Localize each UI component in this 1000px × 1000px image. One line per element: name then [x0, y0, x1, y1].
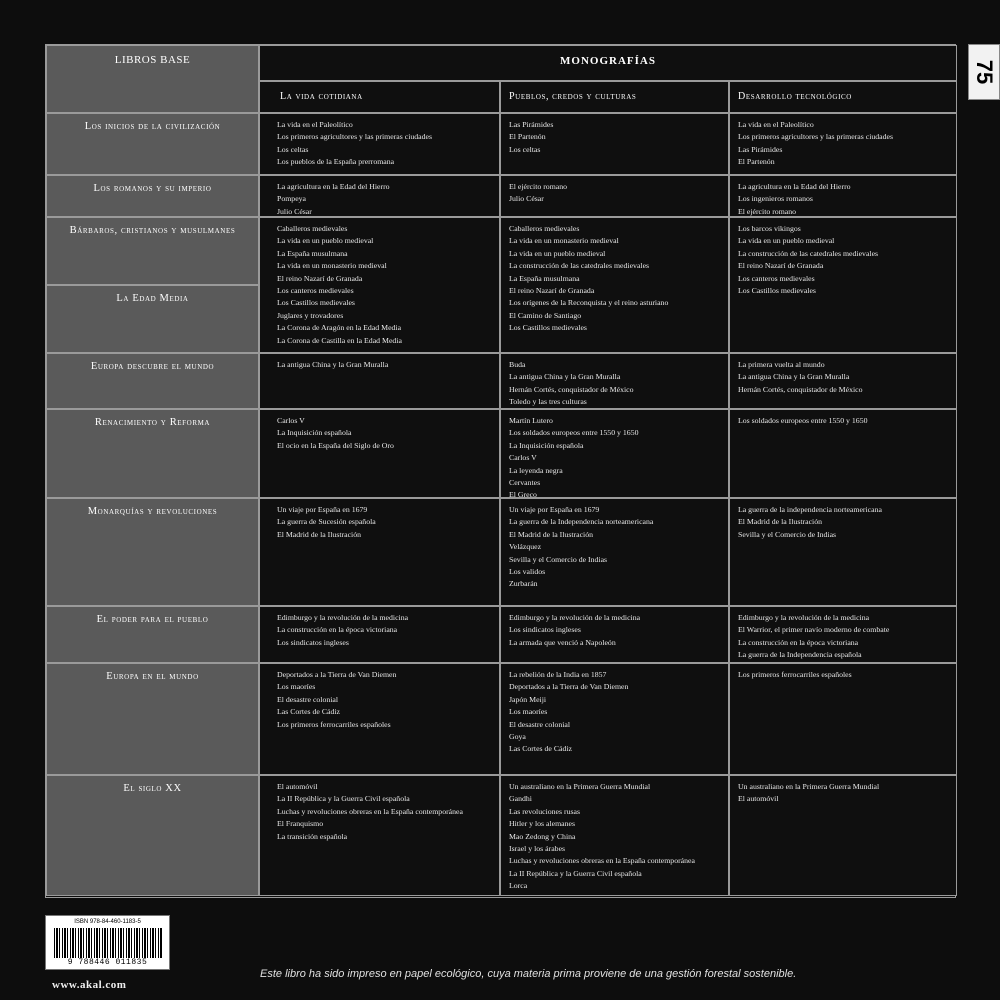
book-list [259, 353, 500, 409]
book-list [259, 663, 500, 775]
book-title: La vida en un monasterio medieval [277, 261, 387, 271]
book-title: El ocio en la España del Siglo de Oro [277, 440, 394, 450]
book-title: La antigua China y la Gran Muralla [509, 372, 621, 382]
book-list [500, 775, 729, 896]
book-title: Los maoríes [509, 707, 548, 717]
row-label: Europa descubre el mundo [46, 353, 259, 409]
book-title: El Warrior, el primer navío moderno de combate [738, 625, 890, 635]
book-title: Hernán Cortés, conquistador de México [509, 384, 634, 394]
book-list [729, 175, 957, 217]
book-title: El automóvil [277, 782, 318, 791]
book-list [729, 113, 957, 175]
libros-base-header: LIBROS BASE [46, 45, 259, 113]
book-title: La II República y la Guerra Civil española [509, 868, 642, 878]
book-title: La construcción de las catedrales medievales [509, 261, 650, 271]
book-title: Hernán Cortés, conquistador de México [738, 384, 863, 394]
book-list [500, 663, 729, 775]
book-title: La Corona de Aragón en la Edad Media [277, 323, 402, 333]
book-title: Los validos [509, 567, 546, 577]
book-title: Deportados a la Tierra de Van Diemen [509, 682, 629, 692]
book-list [729, 353, 957, 409]
book-title: Los ingenieros romanos [738, 194, 813, 204]
monografias-header: MONOGRAFÍAS [259, 45, 957, 81]
book-list [729, 775, 957, 896]
ean-number: 9 788446 011835 [67, 958, 148, 967]
book-title: Buda [509, 360, 526, 369]
book-title: Julio César [509, 194, 544, 204]
book-title: Un australiano en la Primera Guerra Mundial [509, 782, 651, 791]
book-title: La antigua China y la Gran Muralla [277, 360, 389, 369]
book-title: Los soldados europeos entre 1550 y 1650 [509, 428, 639, 438]
book-title: Los primeros ferrocarriles españoles [738, 670, 852, 679]
row-label: La Edad Media [46, 285, 259, 353]
book-list [259, 775, 500, 896]
book-list [259, 113, 500, 175]
book-title: Los canteros medievales [738, 273, 815, 283]
book-title: Carlos V [277, 416, 305, 425]
book-title: La Inquisición española [509, 440, 584, 450]
book-title: Sevilla y el Comercio de Indias [738, 529, 837, 539]
book-title: Caballeros medievales [509, 224, 580, 233]
book-title: La vida en el Paleolítico [738, 120, 814, 129]
book-title: Velázquez [509, 542, 542, 552]
footer-note: Este libro ha sido impreso en papel ecológico, cuya materia prima proviene de una gestión forestal sostenible. [260, 968, 797, 980]
book-list [500, 409, 729, 498]
book-list [259, 498, 500, 606]
book-title: Los orígenes de la Reconquista y el reino asturiano [509, 298, 669, 308]
book-list [259, 175, 500, 217]
book-title: La Inquisición española [277, 428, 352, 438]
website: www.akal.com [52, 979, 127, 991]
book-list [729, 409, 957, 498]
book-title: Julio César [277, 206, 312, 216]
row-label: El siglo XX [46, 775, 259, 896]
isbn-label: ISBN 978-84-460-1183-5 [74, 919, 141, 925]
book-title: Los primeros ferrocarriles españoles [277, 719, 391, 729]
book-title: Pompeya [277, 194, 307, 204]
book-title: Un viaje por España en 1679 [277, 505, 368, 514]
book-title: Las revoluciones rusas [509, 806, 581, 816]
book-title: La armada que venció a Napoleón [509, 637, 616, 647]
book-title: El Madrid de la Ilustración [277, 529, 362, 539]
book-title: El Greco [509, 490, 537, 498]
book-title: Edimburgo y la revolución de la medicina [738, 613, 870, 622]
book-title: Deportados a la Tierra de Van Diemen [277, 670, 397, 679]
book-list [729, 663, 957, 775]
row-label: Renacimiento y Reforma [46, 409, 259, 498]
book-list [500, 175, 729, 217]
book-list [729, 498, 957, 606]
book-title: Toledo y las tres culturas [509, 397, 587, 407]
book-title: La primera vuelta al mundo [738, 360, 825, 369]
book-title: La agricultura en la Edad del Hierro [738, 182, 851, 191]
book-title: La antigua China y la Gran Muralla [738, 372, 850, 382]
book-title: Un australiano en la Primera Guerra Mundial [738, 782, 880, 791]
book-title: La vida en un pueblo medieval [277, 236, 374, 246]
book-title: El reino Nazarí de Granada [738, 261, 824, 271]
book-title: La vida en un pueblo medieval [738, 236, 835, 246]
book-title: Japón Meiji [509, 694, 547, 704]
book-title: Las Cortes de Cádiz [509, 744, 573, 754]
row-label: El poder para el pueblo [46, 606, 259, 663]
book-title: La construcción de las catedrales medievales [738, 248, 879, 258]
book-title: Los Castillos medievales [509, 323, 587, 333]
column-header-desarrollo: Desarrollo tecnológico [729, 81, 957, 113]
book-title: La construcción en la época victoriana [738, 637, 859, 647]
book-title: Los Castillos medievales [277, 298, 355, 308]
book-title: Gandhi [509, 794, 532, 804]
book-title: El Madrid de la Ilustración [738, 517, 823, 527]
book-title: Las Pirámides [509, 120, 554, 129]
book-title: Las Pirámides [738, 144, 783, 154]
book-title: Luchas y revoluciones obreras en la España contemporánea [509, 856, 695, 866]
column-header-pueblos: Pueblos, credos y culturas [500, 81, 729, 113]
book-title: Lorca [509, 881, 528, 891]
book-title: La Corona de Castilla en la Edad Media [277, 335, 402, 345]
book-title: Juglares y trovadores [277, 310, 344, 320]
book-list [500, 353, 729, 409]
row-label: Los inicios de la civilización [46, 113, 259, 175]
book-list [500, 113, 729, 175]
row-label: Europa en el mundo [46, 663, 259, 775]
book-title: Edimburgo y la revolución de la medicina [509, 613, 641, 622]
curriculum-table [45, 44, 956, 898]
book-title: La II República y la Guerra Civil española [277, 794, 410, 804]
row-label: Bárbaros, cristianos y musulmanes [46, 217, 259, 285]
book-title: El reino Nazarí de Granada [277, 273, 363, 283]
book-title: La vida en el Paleolítico [277, 120, 353, 129]
barcode [45, 915, 170, 970]
book-title: Un viaje por España en 1679 [509, 505, 600, 514]
book-title: Las Cortes de Cádiz [277, 707, 341, 717]
book-title: La rebelión de la India en 1857 [509, 670, 607, 679]
book-title: El Partenón [738, 157, 775, 167]
book-title: La España musulmana [277, 248, 348, 258]
book-title: El automóvil [738, 794, 779, 804]
book-title: El Madrid de la Ilustración [509, 529, 594, 539]
book-title: El ejército romano [738, 206, 797, 216]
book-title: La España musulmana [509, 273, 580, 283]
book-title: La transición española [277, 831, 348, 841]
book-title: Los Castillos medievales [738, 286, 816, 296]
book-list [259, 606, 500, 663]
book-title: El Camino de Santiago [509, 310, 582, 320]
book-title: La construcción en la época victoriana [277, 625, 398, 635]
book-title: La vida en un monasterio medieval [509, 236, 619, 246]
book-title: Los maoríes [277, 682, 316, 692]
book-title: Zurbarán [509, 579, 538, 589]
book-title: Goya [509, 732, 526, 742]
book-title: Los sindicatos ingleses [277, 637, 349, 647]
book-list [259, 409, 500, 498]
barcode-bars [54, 928, 162, 958]
book-title: Luchas y revoluciones obreras en la España contemporánea [277, 806, 463, 816]
book-list [729, 606, 957, 663]
book-list [259, 217, 500, 353]
book-title: Edimburgo y la revolución de la medicina [277, 613, 409, 622]
book-title: El reino Nazarí de Granada [509, 286, 595, 296]
book-title: La guerra de la independencia norteamericana [738, 505, 882, 514]
book-title: Los barcos vikingos [738, 224, 801, 233]
book-list [500, 498, 729, 606]
book-list [500, 606, 729, 663]
book-title: El desastre colonial [509, 719, 571, 729]
book-title: La guerra de la Independencia norteamericana [509, 517, 654, 527]
book-title: El ejército romano [509, 182, 568, 191]
book-list [500, 217, 729, 353]
book-title: Los pueblos de la España prerromana [277, 157, 395, 167]
book-title: Los canteros medievales [277, 286, 354, 296]
row-label: Monarquías y revoluciones [46, 498, 259, 606]
column-header-vida-cotidiana: La vida cotidiana [259, 81, 500, 113]
book-list [729, 217, 957, 353]
book-title: La vida en un pueblo medieval [509, 248, 606, 258]
book-title: Israel y los árabes [509, 844, 566, 854]
book-title: El Franquismo [277, 819, 324, 829]
book-title: Los soldados europeos entre 1550 y 1650 [738, 416, 868, 425]
book-title: Sevilla y el Comercio de Indias [509, 554, 608, 564]
book-title: La guerra de la Independencia española [738, 650, 862, 660]
book-title: Martín Lutero [509, 416, 553, 425]
book-title: Cervantes [509, 478, 541, 488]
book-title: Caballeros medievales [277, 224, 348, 233]
book-title: Los sindicatos ingleses [509, 625, 581, 635]
book-title: Carlos V [509, 453, 537, 463]
book-title: La guerra de Sucesión española [277, 517, 376, 527]
book-title: Los primeros agricultores y las primeras ciudades [277, 132, 433, 142]
book-title: Los celtas [509, 144, 541, 154]
book-title: La leyenda negra [509, 465, 563, 475]
page-number: 75 [968, 44, 1000, 100]
book-title: Hitler y los alemanes [509, 819, 576, 829]
row-label: Los romanos y su imperio [46, 175, 259, 217]
book-title: El Partenón [509, 132, 546, 142]
book-title: El desastre colonial [277, 694, 339, 704]
book-title: Los primeros agricultores y las primeras ciudades [738, 132, 894, 142]
book-title: Los celtas [277, 144, 309, 154]
book-title: Mao Zedong y China [509, 831, 576, 841]
book-title: La agricultura en la Edad del Hierro [277, 182, 390, 191]
